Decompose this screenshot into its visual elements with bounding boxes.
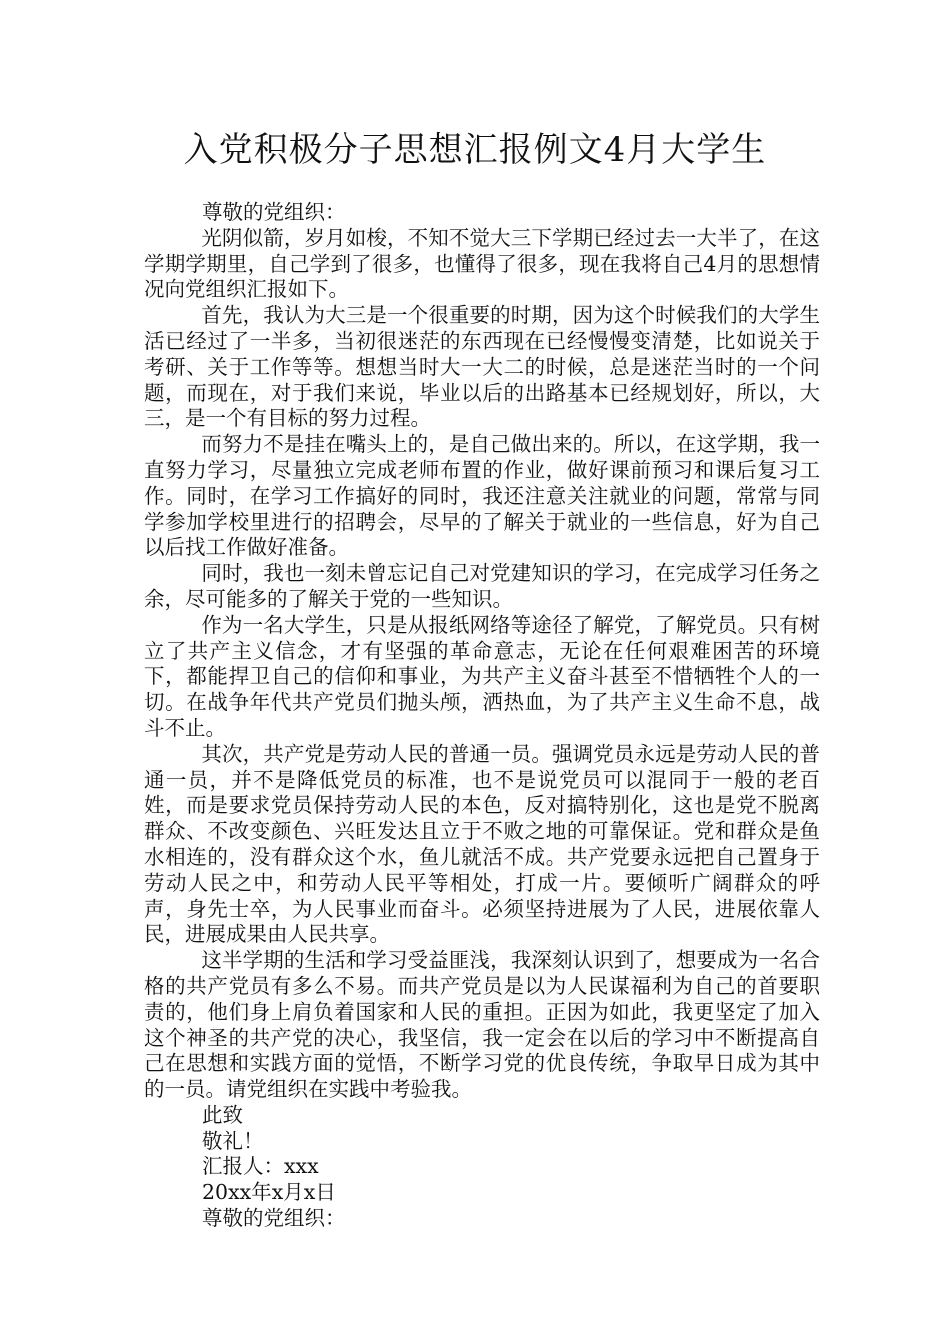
paragraph: 作为一名大学生，只是从报纸网络等途径了解党，了解党员。只有树立了共产主义信念，才有坚强的革命意志，无论在任何艰难困苦的环境下，都能捍卫自己的信仰和事业，为共产主义奋斗甚至不惜牺牲个人的一切。在战争年代共产党员们抛头颅，洒热血，为了共产主义生命不息，战斗不止。: [144, 612, 820, 740]
closing-salute: 敬礼！: [202, 1128, 264, 1153]
closing-line: 此致: [202, 1102, 243, 1127]
paragraph: 同时，我也一刻未曾忘记自己对党建知识的学习，在完成学习任务之余，尽可能多的了解关于党的一些知识。: [144, 561, 820, 611]
reporter-line: 汇报人：xxx: [202, 1154, 319, 1179]
salutation: 尊敬的党组织：: [202, 200, 346, 224]
date-line: 20xx年x月x日: [202, 1180, 336, 1205]
document-title: 入党积极分子思想汇报例文4月大学生: [183, 130, 767, 170]
paragraph: 而努力不是挂在嘴头上的，是自己做出来的。所以，在这学期，我一直努力学习，尽量独立完成老师布置的作业，做好课前预习和课后复习工作。同时，在学习工作搞好的同时，我还注意关注就业的问题，常常与同学参加学校里进行的招聘会，尽早的了解关于就业的一些信息，好为自己以后找工作做好准备。: [144, 432, 820, 560]
document-body: [144, 200, 820, 1232]
paragraph: 首先，我认为大三是一个很重要的时期，因为这个时候我们的大学生活已经过了一半多，当初很迷茫的东西现在已经慢慢变清楚，比如说关于考研、关于工作等等。想想当时大一大二的时候，总是迷茫当时的一个问题，而现在，对于我们来说，毕业以后的出路基本已经规划好，所以，大三，是一个有目标的努力过程。: [144, 303, 820, 431]
paragraph: 这半学期的生活和学习受益匪浅，我深刻认识到了，想要成为一名合格的共产党员有多么不易。而共产党员是以为人民谋福利为自己的首要职责的，他们身上肩负着国家和人民的重担。正因为如此，我更坚定了加入这个神圣的共产党的决心，我坚信，我一定会在以后的学习中不断提高自己在思想和实践方面的觉悟，不断学习党的优良传统，争取早日成为其中的一员。请党组织在实践中考验我。: [144, 948, 820, 1102]
paragraph: 其次，共产党是劳动人民的普通一员。强调党员永远是劳动人民的普通一员，并不是降低党员的标准，也不是说党员可以混同于一般的老百姓，而是要求党员保持劳动人民的本色，反对搞特别化，这也是党不脱离群众、不改变颜色、兴旺发达且立于不败之地的可靠保证。党和群众是鱼水相连的，没有群众这个水，鱼儿就活不成。共产党要永远把自己置身于劳动人民之中，和劳动人民平等相处，打成一片。要倾听广阔群众的呼声，身先士卒，为人民事业而奋斗。必须坚持进展为了人民，进展依靠人民，进展成果由人民共享。: [144, 741, 820, 947]
repeat-salutation: 尊敬的党组织：: [202, 1206, 346, 1231]
paragraph: 光阴似箭，岁月如梭，不知不觉大三下学期已经过去一大半了，在这学期学期里，自己学到了很多，也懂得了很多，现在我将自己4月的思想情况向党组织汇报如下。: [144, 225, 820, 302]
